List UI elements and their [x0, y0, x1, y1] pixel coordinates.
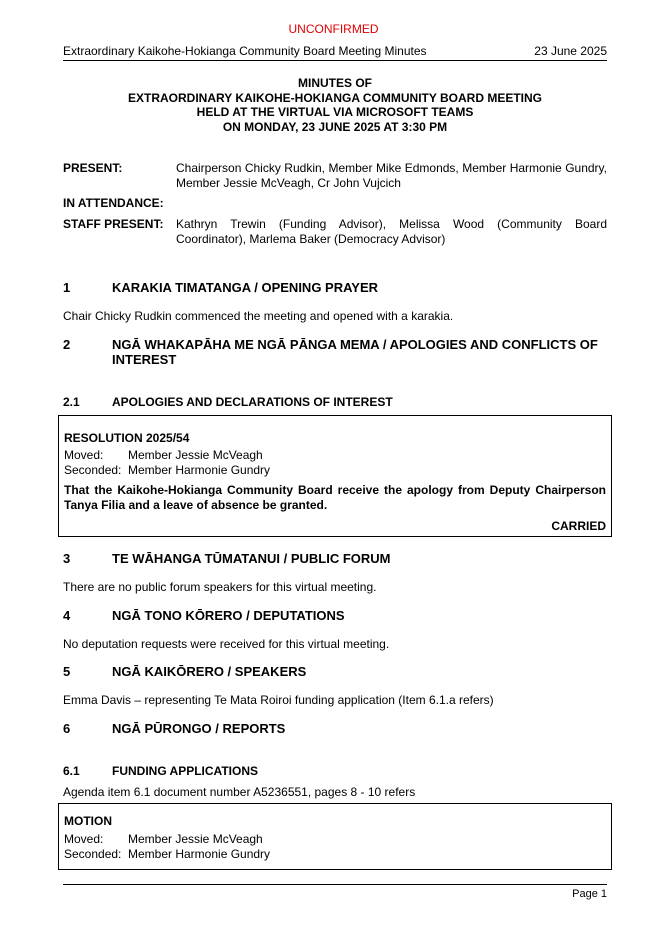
section-number: 4: [63, 608, 71, 623]
in-attendance-label: IN ATTENDANCE:: [63, 196, 164, 210]
unconfirmed-label: UNCONFIRMED: [288, 22, 379, 36]
section-4-body: No deputation requests were received for this virtual meeting.: [63, 637, 390, 651]
section-3-heading: [63, 551, 607, 566]
section-number: 2: [63, 337, 71, 352]
section-title: NGĀ KAIKŌRERO / SPEAKERS: [112, 664, 307, 679]
section-5-heading: [63, 664, 607, 679]
seconded-row: [64, 847, 606, 862]
section-1-heading: [63, 280, 607, 295]
moved-label: Moved:: [64, 832, 104, 846]
present-label: PRESENT:: [63, 161, 123, 175]
section-title: KARAKIA TIMATANGA / OPENING PRAYER: [112, 280, 379, 295]
section-title: TE WĀHANGA TŪMATANUI / PUBLIC FORUM: [112, 551, 391, 566]
present-block: [63, 161, 607, 190]
section-number: 5: [63, 664, 71, 679]
moved-value: Member Jessie McVeagh: [128, 448, 263, 462]
moved-row: [64, 832, 606, 847]
section-1-body: Chair Chicky Rudkin commenced the meeting and opened with a karakia.: [63, 309, 454, 323]
resolution-outcome: CARRIED: [551, 519, 606, 533]
seconded-label: Seconded:: [64, 847, 122, 861]
header-title: Extraordinary Kaikohe-Hokianga Community Board Meeting Minutes: [63, 44, 427, 58]
section-2-heading: [63, 337, 607, 367]
page-number: Page 1: [572, 888, 607, 900]
section-5-body: Emma Davis – representing Te Mata Roiroi funding application (Item 6.1.a refers): [63, 693, 494, 707]
motion-title: MOTION: [64, 814, 112, 828]
title-line-3: HELD AT THE VIRTUAL VIA MICROSOFT TEAMS: [196, 105, 474, 119]
section-number: 1: [63, 280, 71, 295]
section-4-heading: [63, 608, 607, 623]
section-number: 6.1: [63, 764, 80, 778]
section-6-heading: [63, 721, 607, 736]
header-date: 23 June 2025: [534, 44, 607, 58]
seconded-label: Seconded:: [64, 463, 122, 477]
moved-label: Moved:: [64, 448, 104, 462]
seconded-value: Member Harmonie Gundry: [128, 847, 271, 861]
section-title: NGĀ WHAKAPĀHA ME NGĀ PĀNGA MEMA / APOLOGIES AND CONFLICTS OF INTEREST: [112, 337, 598, 367]
motion-box: [58, 803, 612, 870]
section-number: 3: [63, 551, 71, 566]
resolution-title: RESOLUTION 2025/54: [64, 431, 190, 445]
moved-row: [64, 448, 606, 463]
present-text: Chairperson Chicky Rudkin, Member Mike Edmonds, Member Harmonie Gundry, Member Jessie McVeagh, Cr John Vujcich: [176, 161, 607, 190]
staff-present-label: STAFF PRESENT:: [63, 217, 164, 231]
moved-value: Member Jessie McVeagh: [128, 832, 263, 846]
staff-present-text: Kathryn Trewin (Funding Advisor), Melissa Wood (Community Board Coordinator), Marlema Baker (Democracy Advisor): [176, 217, 607, 246]
title-line-2: EXTRAORDINARY KAIKOHE-HOKIANGA COMMUNITY BOARD MEETING: [127, 90, 542, 105]
title-line-4: ON MONDAY, 23 JUNE 2025 AT 3:30 PM: [222, 119, 448, 134]
section-6-1-body: Agenda item 6.1 document number A5236551, pages 8 - 10 refers: [63, 785, 416, 799]
resolution-box: [58, 415, 612, 537]
section-title: NGĀ TONO KŌRERO / DEPUTATIONS: [112, 608, 345, 623]
staff-present-block: [63, 217, 607, 246]
seconded-value: Member Harmonie Gundry: [128, 463, 271, 477]
running-header: [63, 44, 607, 61]
section-6-1-heading: [63, 764, 607, 778]
section-number: 6: [63, 721, 71, 736]
section-title: APOLOGIES AND DECLARATIONS OF INTEREST: [112, 395, 393, 409]
title-line-1: MINUTES OF: [298, 76, 372, 90]
resolution-text: That the Kaikohe-Hokianga Community Board receive the apology from Deputy Chairperson Tanya Filia and a leave of absence be granted.: [64, 483, 606, 512]
section-2-1-heading: [63, 395, 607, 409]
section-number: 2.1: [63, 395, 80, 409]
seconded-row: [64, 463, 606, 478]
section-title: FUNDING APPLICATIONS: [112, 764, 258, 778]
footer-rule: [63, 884, 607, 885]
section-3-body: There are no public forum speakers for this virtual meeting.: [63, 580, 377, 594]
document-title: [63, 76, 607, 134]
section-title: NGĀ PŪRONGO / REPORTS: [112, 721, 286, 736]
